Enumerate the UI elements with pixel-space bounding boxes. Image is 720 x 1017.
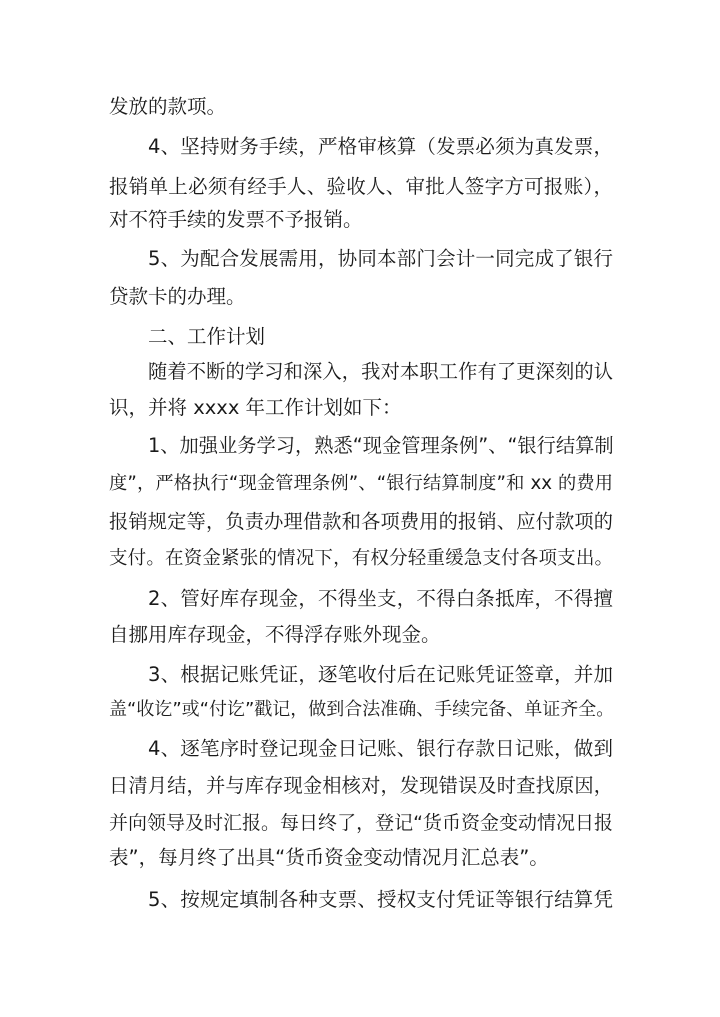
text-line: 报销规定等，负责办理借款和各项费用的报销、应付款项的 (109, 510, 613, 533)
text-line: 5、为配合发展需用，协同本部门会计一同完成了银行 (148, 247, 613, 270)
text-line: 1、加强业务学习，熟悉“现金管理条例”、“银行结算制 (148, 434, 614, 457)
text-line: 表”，每月终了出具“货币资金变动情况月汇总表”。 (109, 846, 549, 869)
text-line: 5、按规定填制各种支票、授权支付凭证等银行结算凭 (148, 888, 613, 911)
text-line: 发放的款项。 (109, 95, 227, 118)
text-line: 支付。在资金紧张的情况下，有权分轻重缓急支付各项支出。 (109, 548, 613, 569)
section-heading: 二、工作计划 (148, 325, 266, 348)
text-line: 贷款卡的办理。 (109, 285, 246, 308)
text-line: 度”，严格执行“现金管理条例”、“银行结算制度”和 xx 的费用 (109, 473, 613, 494)
text-line: 并向领导及时汇报。每日终了，登记“货币资金变动情况日报 (109, 812, 613, 834)
text-line: 自挪用库存现金，不得浮存账外现金。 (109, 623, 441, 646)
text-line: 4、坚持财务手续，严格审核算（发票必须为真发票， (148, 135, 613, 158)
text-line: 4、逐笔序时登记现金日记账、银行存款日记账，做到 (148, 737, 613, 760)
text-line: 3、根据记账凭证，逐笔收付后在记账凭证签章，并加 (148, 663, 613, 686)
text-line: 2、管好库存现金，不得坐支，不得白条抵库，不得擅 (148, 587, 613, 610)
text-line: 日清月结，并与库存现金相核对，发现错误及时查找原因， (109, 774, 613, 797)
text-line: 对不符手续的发票不予报销。 (109, 208, 363, 231)
text-line: 盖“收讫”或“付讫”戳记，做到合法准确、手续完备、单证齐全。 (109, 699, 615, 720)
text-line: 随着不断的学习和深入，我对本职工作有了更深刻的认 (148, 360, 613, 383)
text-line: 识，并将 xxxx 年工作计划如下： (109, 396, 402, 419)
text-line: 报销单上必须有经手人、验收人、审批人签字方可报账）， (109, 175, 613, 198)
